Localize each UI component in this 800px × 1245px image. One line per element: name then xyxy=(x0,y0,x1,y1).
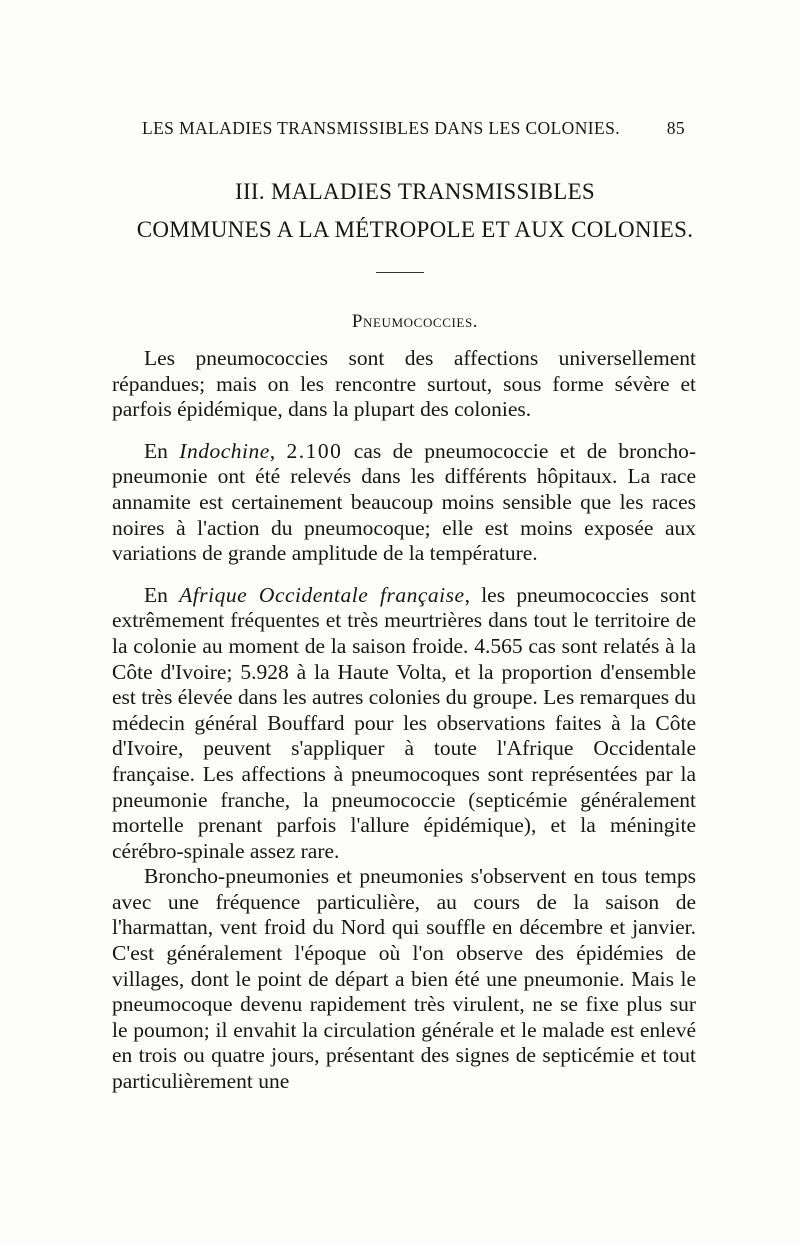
paragraph-2-lead: En xyxy=(144,438,180,463)
paragraph-2 xyxy=(112,439,696,567)
paragraph-3-lead: En xyxy=(144,582,180,607)
place-indochine: Indochine xyxy=(179,438,270,463)
paragraph-3 xyxy=(112,583,696,865)
paragraph-2-rest: cas de pneumococcie et de broncho-pneumonie ont été relevés dans les différents hôpitaux. La race annamite est certainement beaucoup moins sensible que les races noires à l'action du pneumocoque; elle est moins exposée aux variations de grande amplitude de la température. xyxy=(112,438,697,566)
case-count: 2.100 xyxy=(286,438,343,463)
body-text xyxy=(112,346,696,1095)
section-title: Pneumococcies. xyxy=(351,311,479,332)
place-afrique-occidentale: Afrique Occidentale française xyxy=(179,582,465,607)
running-head-title: LES MALADIES TRANSMISSIBLES DANS LES COLONIES. xyxy=(142,118,620,138)
paragraph-4: Broncho-pneumonies et pneumonies s'observent en tous temps avec une fréquence particulière, au cours de la saison de l'harmattan, vent froid du Nord qui souffle en décembre et janvier. C'est généralement l'époque où l'on observe des épidémies de villages, dont le point de départ a bien été une pneumonie. Mais le pneumocoque devenu rapidement très virulent, ne se fixe plus sur le poumon; il envahit la circulation générale et le malade est enlevé en trois ou quatre jours, présentant des signes de septicémie et tout particulièrement une xyxy=(112,864,696,1094)
page-number: 85 xyxy=(666,118,685,138)
paragraph-3-rest: , les pneumococcies sont extrêmement fréquentes et très meurtrières dans tout le territoire de la colonie au moment de la saison froide. 4.565 cas sont relatés à la Côte d'Ivoire; 5.928 à la Haute Volta, et la proportion d'ensemble est très élevée dans les autres colonies du groupe. Les remarques du médecin général Bouffard pour les observations faites à la Côte d'Ivoire, peuvent s'appliquer à toute l'Afrique Occidentale française. Les affections à pneumocoques sont représentées par la pneumonie franche, la pneumococcie (septicémie généralement mortelle prenant parfois l'allure épidémique), et la méningite cérébro-spinale assez rare. xyxy=(112,582,696,863)
paragraph-1: Les pneumococcies sont des affections universellement répandues; mais on les rencontre surtout, sous forme sévère et parfois épidémique, dans la plupart des colonies. xyxy=(112,346,696,422)
chapter-title-line-2: COMMUNES A LA MÉTROPOLE ET AUX COLONIES. xyxy=(136,217,694,242)
section-divider xyxy=(376,272,424,273)
chapter-title-line-1: III. MALADIES TRANSMISSIBLES xyxy=(234,179,596,204)
paragraph-2-mid: , xyxy=(269,438,287,463)
